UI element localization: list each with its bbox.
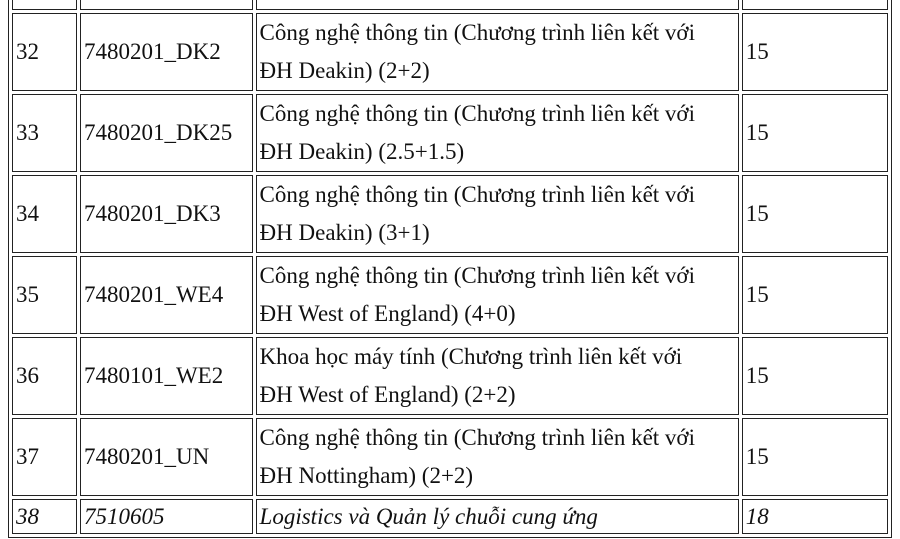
code-cell: 7480201_UN <box>80 418 253 496</box>
name-line-2: ĐH Deakin) (2+2) <box>259 58 430 83</box>
quota-cell <box>742 0 888 10</box>
name-cell <box>256 0 739 10</box>
code-cell: 7480201_WE4 <box>80 256 253 334</box>
name-cell: Logistics và Quản lý chuỗi cung ứng <box>256 499 739 534</box>
table-row <box>12 256 888 334</box>
quota-cell: 15 <box>742 337 888 415</box>
name-cell <box>256 337 739 415</box>
quota-cell: 15 <box>742 13 888 91</box>
code-cell: 7480201_DK2 <box>80 13 253 91</box>
name-cell <box>256 175 739 253</box>
quota-cell: 15 <box>742 175 888 253</box>
program-table-container <box>8 0 892 538</box>
stt-cell: 38 <box>12 499 77 534</box>
stt-cell: 37 <box>12 418 77 496</box>
table-row-partial <box>12 0 888 10</box>
name-line-2: ĐH West of England) (2+2) <box>259 382 516 407</box>
name-line-1: Công nghệ thông tin (Chương trình liên kết với <box>259 20 695 45</box>
name-cell <box>256 256 739 334</box>
name-line-1: Khoa học máy tính (Chương trình liên kết với <box>259 344 683 369</box>
name-line-2: ĐH Deakin) (2.5+1.5) <box>259 139 465 164</box>
code-cell: 7480201_DK3 <box>80 175 253 253</box>
name-line-2: ĐH Deakin) (3+1) <box>259 220 430 245</box>
name-cell <box>256 94 739 172</box>
name-cell <box>256 418 739 496</box>
table-row <box>12 175 888 253</box>
stt-cell <box>12 0 77 10</box>
program-table <box>8 0 892 538</box>
name-line-1: Công nghệ thông tin (Chương trình liên kết với <box>259 425 695 450</box>
code-cell: 7480101_WE2 <box>80 337 253 415</box>
name-cell <box>256 13 739 91</box>
quota-cell: 15 <box>742 418 888 496</box>
table-row <box>12 94 888 172</box>
code-cell <box>80 0 253 10</box>
name-line-1: Công nghệ thông tin (Chương trình liên kết với <box>259 101 695 126</box>
name-line-2: ĐH Nottingham) (2+2) <box>259 463 474 488</box>
quota-cell: 15 <box>742 256 888 334</box>
table-row <box>12 499 888 534</box>
stt-cell: 35 <box>12 256 77 334</box>
name-line-1: Công nghệ thông tin (Chương trình liên kết với <box>259 182 695 207</box>
table-row <box>12 337 888 415</box>
table-row <box>12 13 888 91</box>
code-cell: 7510605 <box>80 499 253 534</box>
table-row <box>12 418 888 496</box>
stt-cell: 36 <box>12 337 77 415</box>
name-line-2: ĐH West of England) (4+0) <box>259 301 516 326</box>
name-line-1: Công nghệ thông tin (Chương trình liên kết với <box>259 263 695 288</box>
code-cell: 7480201_DK25 <box>80 94 253 172</box>
quota-cell: 15 <box>742 94 888 172</box>
stt-cell: 32 <box>12 13 77 91</box>
quota-cell: 18 <box>742 499 888 534</box>
stt-cell: 33 <box>12 94 77 172</box>
stt-cell: 34 <box>12 175 77 253</box>
